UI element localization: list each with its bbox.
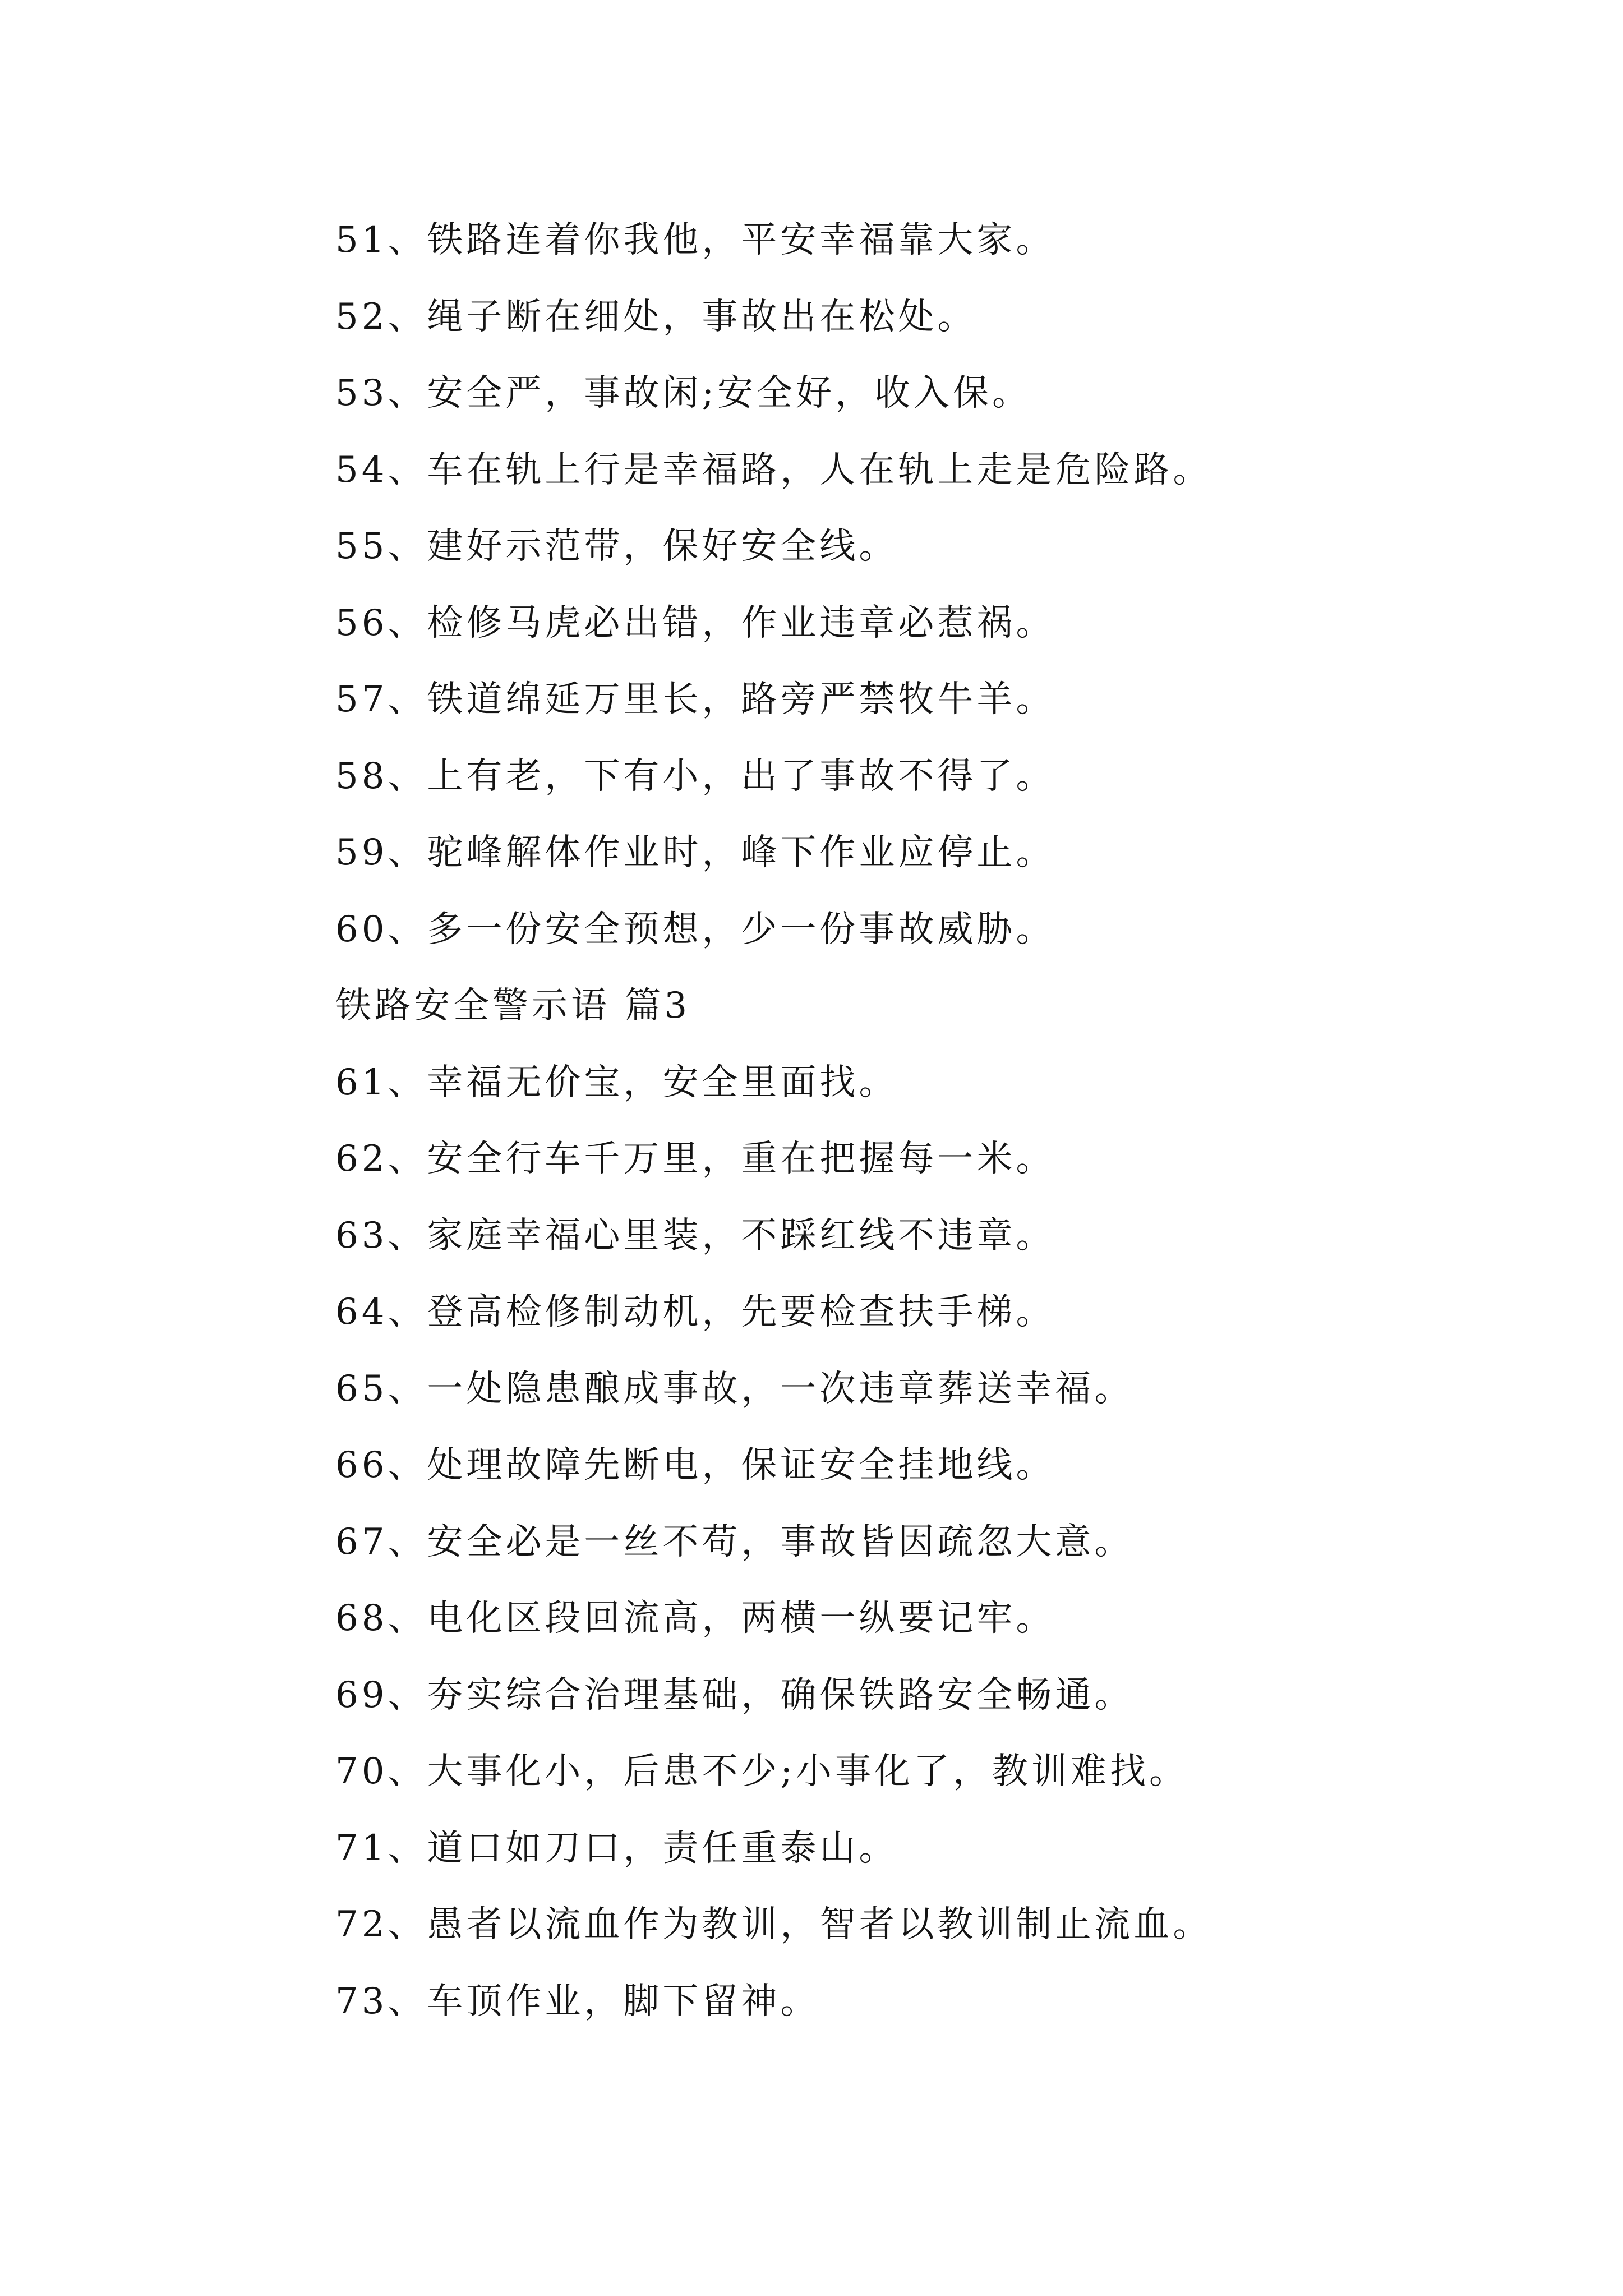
slogan-line-53: 53、安全严，事故闲;安全好，收入保。	[335, 372, 1031, 414]
slogan-line-52: 52、绳子断在细处，事故出在松处。	[335, 296, 977, 338]
slogan-line-71: 71、道口如刀口，责任重泰山。	[335, 1827, 898, 1869]
slogan-line-66: 66、处理故障先断电，保证安全挂地线。	[335, 1444, 1055, 1486]
slogan-line-61: 61、幸福无价宝，安全里面找。	[335, 1061, 898, 1103]
document-body	[335, 202, 1513, 2040]
slogan-line-55: 55、建好示范带，保好安全线。	[335, 526, 898, 567]
slogan-line-67: 67、安全必是一丝不苟，事故皆因疏忽大意。	[335, 1521, 1134, 1563]
slogan-line-54: 54、车在轨上行是幸福路，人在轨上走是危险路。	[335, 449, 1212, 491]
slogan-line-63: 63、家庭幸福心里装，不踩红线不违章。	[335, 1214, 1055, 1257]
slogan-line-65: 65、一处隐患酿成事故，一次违章葬送幸福。	[335, 1368, 1134, 1410]
slogan-line-59: 59、驼峰解体作业时，峰下作业应停止。	[335, 832, 1055, 873]
slogan-line-58: 58、上有老，下有小，出了事故不得了。	[335, 755, 1055, 797]
slogan-line-68: 68、电化区段回流高，两横一纵要记牢。	[335, 1598, 1055, 1639]
slogan-line-60: 60、多一份安全预想，少一份事故威胁。	[335, 908, 1055, 950]
slogan-line-51: 51、铁路连着你我他，平安幸福靠大家。	[335, 219, 1055, 261]
slogan-line-62: 62、安全行车千万里，重在把握每一米。	[335, 1138, 1055, 1180]
slogan-line-57: 57、铁道绵延万里长，路旁严禁牧牛羊。	[335, 679, 1055, 720]
slogan-line-64: 64、登高检修制动机，先要检查扶手梯。	[335, 1291, 1055, 1333]
slogan-line-73: 73、车顶作业，脚下留神。	[335, 1980, 820, 2022]
slogan-line-69: 69、夯实综合治理基础，确保铁路安全畅通。	[335, 1674, 1134, 1716]
slogan-line-70: 70、大事化小，后患不少;小事化了，教训难找。	[335, 1751, 1188, 1792]
section-heading: 铁路安全警示语 篇3	[335, 985, 691, 1027]
slogan-line-56: 56、检修马虎必出错，作业违章必惹祸。	[335, 602, 1055, 644]
slogan-line-72: 72、愚者以流血作为教训，智者以教训制止流血。	[335, 1904, 1212, 1945]
